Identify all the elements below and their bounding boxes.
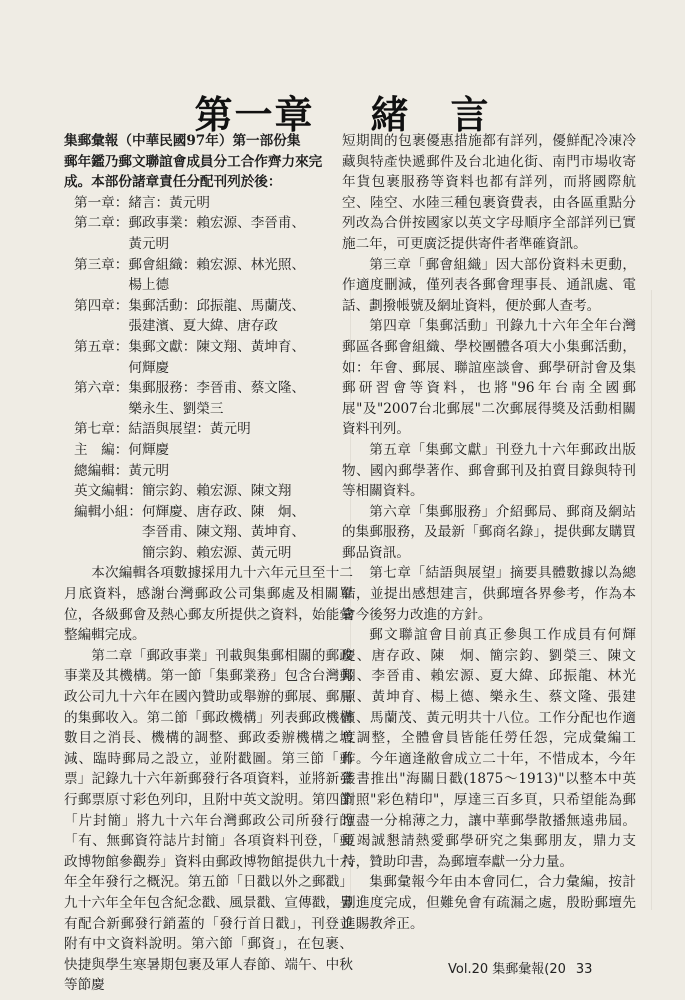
- credit-names: 何輝慶、唐存政、陳 炯、: [141, 503, 306, 520]
- body-paragraph: 郵文聯誼會目前真正參與工作成員有何輝慶、唐存政、陳 炯、簡宗鈞、劉榮三、陳文翔、李晉甫、賴宏源、夏大緯、邱振龍、林光照、黃坤育、楊上德、樂永生、蔡文隆、張建濱、馬蘭茂、黃元明共十八位。工作分配也作適度調整，全體會員皆能任勞任怨，完成彙編工作。今年適逢敝會成立二十年，不惜成本，今年叢書推出"海關日戳(1875～1913)"以整本中英對照"彩色精印"，厚達三百多頁，只希望能為郵壇盡一分棉薄之力，讓中華郵學散播無遠弗屆。更竭誠懇請熱愛郵學研究之集郵朋友，鼎力支持，贊助印書，為郵壇奉獻一分力量。: [342, 627, 636, 870]
- credit-role: 第三章：: [74, 256, 129, 273]
- chapter-name: 緒 言: [370, 92, 491, 137]
- credit-names: 黃元明: [128, 235, 170, 252]
- credit-role: 第五章：: [74, 338, 129, 355]
- credit-row: [74, 296, 353, 337]
- credit-row: [74, 481, 353, 502]
- credit-role: 主 編：: [74, 441, 129, 458]
- credit-names: 簡宗鈞、賴宏源、黃元明: [141, 544, 292, 561]
- body-paragraph: 第五章「集郵文獻」刊登九十六年郵政出版物、國內郵學著作、郵會郵刊及拍賣目錄與特刊等相關資料。: [342, 441, 636, 500]
- body-paragraph: 短期間的包裹優惠措施都有詳列，優鮮配冷凍冷藏與特產快遞郵件及台北迪化街、南門市場收寄年貨包裹服務等資料也都有詳列，而將國際航空、陸空、水陸三種包裹資費表，由各區重點分列改為合併按國家以英文字母順序全部詳列已實施二年，可更廣泛提供寄件者準確資訊。: [342, 133, 636, 252]
- credit-row: [74, 255, 353, 296]
- credit-role: 編輯小組：: [74, 503, 142, 520]
- credit-row: [74, 502, 353, 564]
- credit-names: 樂永生、劉榮三: [128, 400, 224, 417]
- left-column: [64, 131, 353, 996]
- credit-role: 第四章：: [74, 297, 129, 314]
- right-column: [342, 131, 636, 934]
- credit-row: [74, 440, 353, 461]
- body-paragraph: 第三章「郵會組織」因大部份資料未更動，作適度刪減，僅列表各郵會理事長、通訊處、電話、劃撥帳號及網址資料，便於郵人查考。: [342, 256, 636, 314]
- credit-names: 集郵文獻：陳文翔、黃坤育、: [128, 338, 306, 355]
- credit-names: 何輝慶: [128, 359, 170, 376]
- credit-names: 郵政事業：賴宏源、李晉甫、: [128, 215, 306, 232]
- credit-row: [74, 337, 353, 378]
- credit-role: 第七章：: [74, 421, 129, 438]
- body-paragraph: 第七章「結語與展望」摘要具體數據以為總結，並提出感想建言，供郵壇各界參考，作為本會今後努力改進的方針。: [342, 565, 636, 623]
- credit-names: 張建濱、夏大緯、唐存政: [128, 318, 278, 335]
- credit-role: 總編輯：: [74, 462, 129, 479]
- page-number: 33: [575, 962, 593, 977]
- page-footer: [448, 958, 592, 977]
- intro-block: [64, 131, 353, 193]
- chapter-number: 第一章: [194, 92, 315, 137]
- body-paragraph: 集郵彙報今年由本會同仁，合力彙編，按計劃進度完成，但難免會有疏漏之處，殷盼郵壇先進賜教斧正。: [342, 874, 636, 932]
- credit-names: 黃元明: [128, 462, 170, 479]
- credit-names: 簡宗鈞、賴宏源、陳文翔: [141, 483, 292, 500]
- credit-row: [74, 419, 353, 440]
- journal-name: Vol.20 集郵彙報(20: [448, 962, 566, 977]
- intro-line: 郵年鑑乃郵文聯誼會成員分工合作齊力來完: [64, 153, 323, 170]
- credit-names: 何輝慶: [128, 441, 170, 458]
- credit-row: [74, 193, 353, 214]
- intro-line: 集郵彙報（中華民國97年）第一部份集: [64, 133, 301, 149]
- credit-row: [74, 461, 353, 482]
- credit-names: 結語與展望：黃元明: [128, 421, 251, 438]
- body-paragraph: 第四章「集郵活動」刊錄九十六年全年台灣郵區各郵會組織、學校團體各項大小集郵活動，如：年會、郵展、聯誼座談會、郵學研討會及集郵研習會等資料，也將"96年台南全國郵展"及"2007台北郵展"二次郵展得獎及活動相關資料刊列。: [342, 318, 636, 438]
- credit-names: 楊上德: [128, 277, 170, 294]
- credit-names: 郵會組織：賴宏源、林光照、: [128, 256, 306, 273]
- credit-names: 集郵服務：李晉甫、蔡文隆、: [128, 380, 306, 397]
- credit-role: 英文編輯：: [74, 483, 142, 500]
- credit-row: [74, 378, 353, 419]
- credit-row: [74, 213, 353, 254]
- credit-names: 李晉甫、陳文翔、黃坤育、: [141, 524, 306, 541]
- body-paragraph: 第六章「集郵服務」介紹郵局、郵商及網站的集郵服務，及最新「郵商名錄」，提供郵友購買郵品資訊。: [342, 503, 636, 561]
- credit-role: 第六章：: [74, 380, 129, 397]
- intro-line: 成。本部份諸章責任分配刊列於後：: [64, 174, 282, 191]
- body-paragraph: 本次編輯各項數據採用九十六年元旦至十二月底資料，感謝台灣郵政公司集郵處及相關單位，各級郵會及熱心郵友所提供之資料，始能彙整編輯完成。: [64, 565, 353, 644]
- credit-names: 緒言：黃元明: [128, 194, 210, 211]
- credit-names: 集郵活動：邱振龍、馬蘭茂、: [128, 297, 306, 314]
- credits-list: [64, 193, 353, 564]
- credit-role: 第二章：: [74, 215, 129, 232]
- body-paragraph: 第二章「郵政事業」刊載與集郵相關的郵政事業及其機構。第一節「集郵業務」包含台灣郵政公司九十六年在國內贊助或舉辦的郵展、郵局的集郵收入。第二節「郵政機構」列表郵政機構數目之消長、機構的調整、郵政委辦機構之增減、臨時郵局之設立，並附戳圖。第三節「郵票」記錄九十六年新郵發行各項資料，並將新發行郵票原寸彩色列印，且附中英文說明。第四節「片封簡」將九十六年台灣郵政公司所發行的「有、無郵資符誌片封簡」各項資料刊登，「郵政博物館參觀券」資料由郵政博物館提供九十六年全年發行之概況。第五節「日戳以外之郵戳」九十六年全年包含紀念戳、風景戳、宣傳戳，另有配合新郵發行銷蓋的「發行首日戳」，刊登並附有中文資料說明。第六節「郵資」，在包裹、快捷與學生寒暑期包裹及軍人春節、端午、中秋等節慶: [64, 647, 353, 994]
- credit-role: 第一章：: [74, 194, 129, 211]
